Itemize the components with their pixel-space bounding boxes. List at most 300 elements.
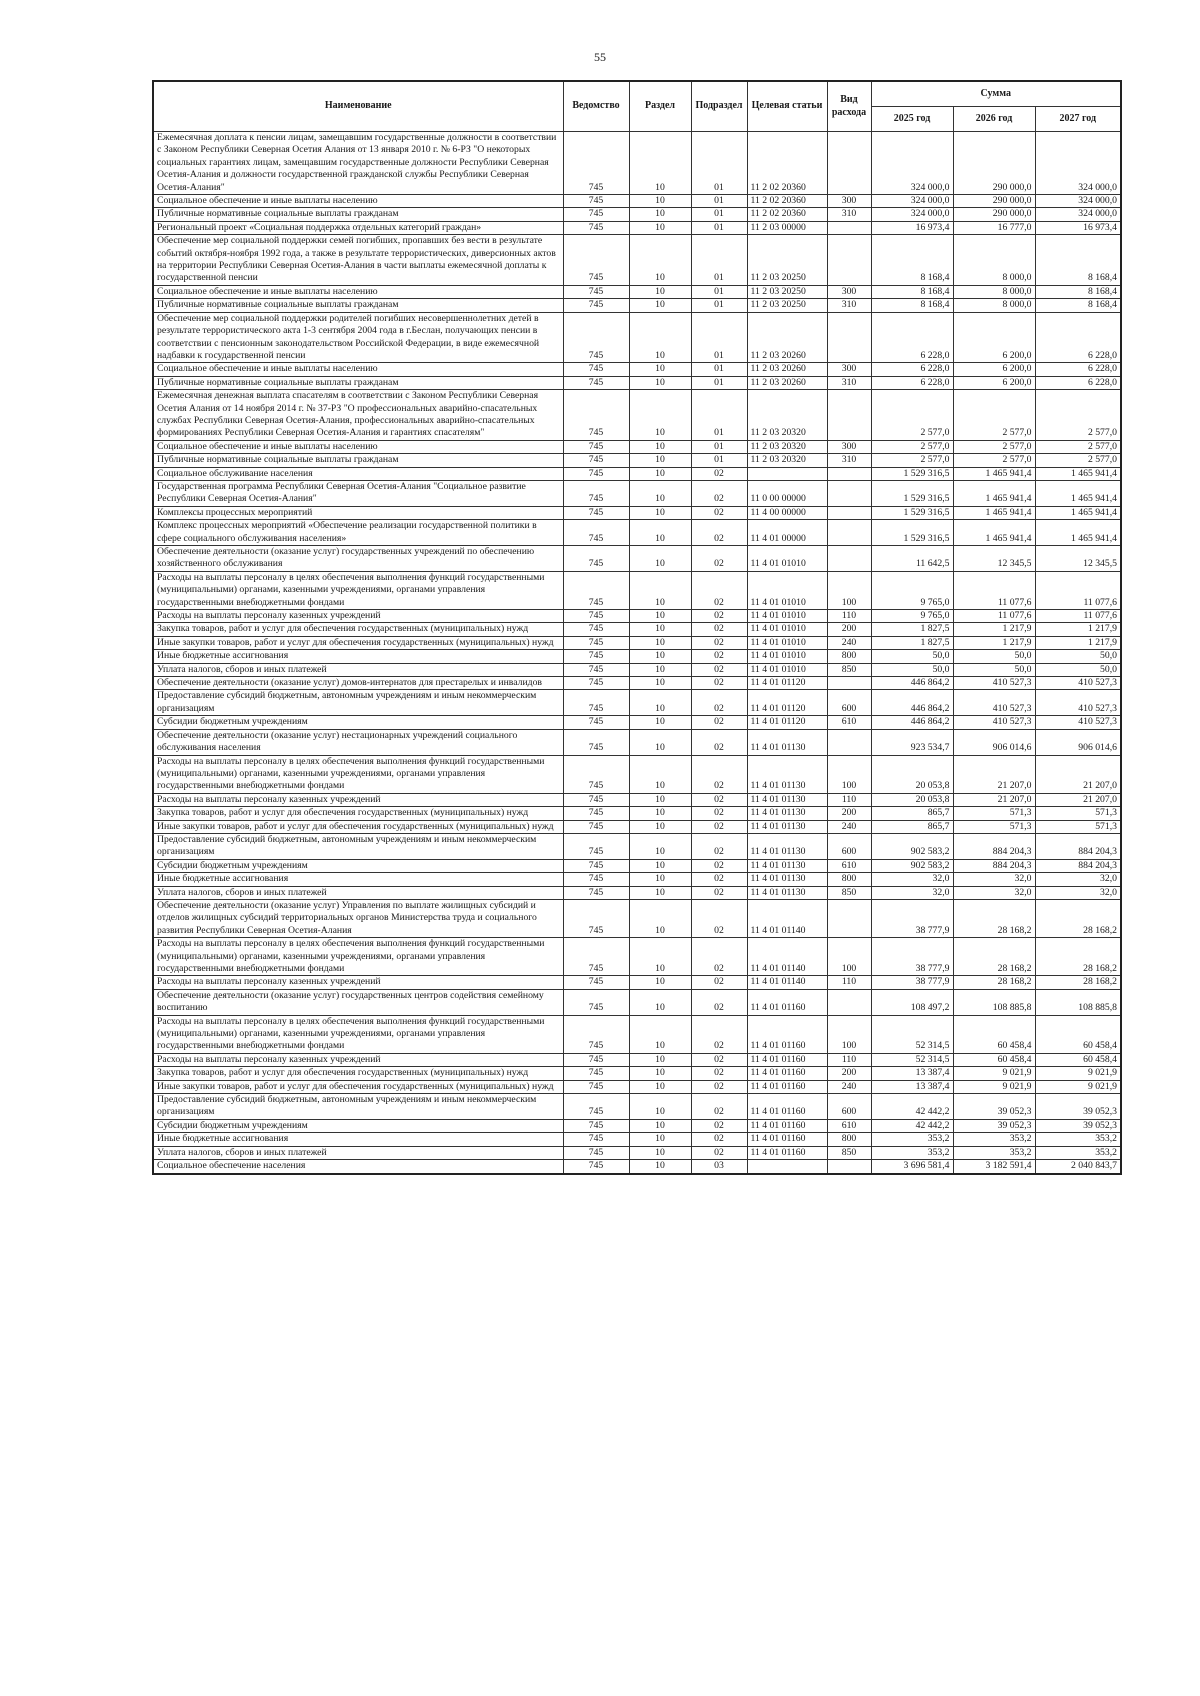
table-row	[153, 454, 1121, 467]
table-row	[153, 623, 1121, 636]
row-sum-2026: 60 458,4	[953, 1015, 1035, 1053]
table-row	[153, 873, 1121, 886]
row-type	[827, 677, 871, 690]
row-subsection: 02	[691, 571, 747, 609]
table-row	[153, 636, 1121, 649]
row-article: 11 4 01 01130	[747, 873, 827, 886]
row-type: 850	[827, 663, 871, 676]
row-sum-2025: 108 497,2	[871, 989, 953, 1015]
row-name: Иные бюджетные ассигнования	[153, 650, 563, 663]
row-name: Уплата налогов, сборов и иных платежей	[153, 1146, 563, 1159]
row-section: 10	[629, 1015, 691, 1053]
row-sum-2025: 1 827,5	[871, 623, 953, 636]
table-row	[153, 480, 1121, 506]
table-row	[153, 1119, 1121, 1132]
row-sum-2026: 11 077,6	[953, 571, 1035, 609]
row-section: 10	[629, 571, 691, 609]
row-name: Ежемесячная доплата к пенсии лицам, замещавшим государственные должности в соответствии с Законом Республики Северная Осетия Алания от 13 января 2010 г. № 6-РЗ "О некоторых социальных гарантиях лицам, замещавшим государственные должности Республики Северная Осетия-Алания и должности государственной гражданской службы Республики Северная Осетия-Алания"	[153, 132, 563, 195]
row-subsection: 02	[691, 1119, 747, 1132]
row-dept: 745	[563, 1133, 629, 1146]
row-section: 10	[629, 820, 691, 833]
row-dept: 745	[563, 1053, 629, 1066]
row-sum-2025: 865,7	[871, 807, 953, 820]
header-year-2025: 2025 год	[871, 107, 953, 132]
row-sum-2025: 6 228,0	[871, 376, 953, 389]
row-section: 10	[629, 976, 691, 989]
row-sum-2027: 884 204,3	[1035, 833, 1121, 859]
row-subsection: 01	[691, 440, 747, 453]
row-sum-2025: 42 442,2	[871, 1094, 953, 1120]
row-section: 10	[629, 546, 691, 572]
row-sum-2026: 60 458,4	[953, 1053, 1035, 1066]
row-type: 300	[827, 363, 871, 376]
row-subsection: 02	[691, 677, 747, 690]
row-type: 600	[827, 1094, 871, 1120]
row-sum-2027: 8 168,4	[1035, 285, 1121, 298]
row-name: Обеспечение деятельности (оказание услуг) нестационарных учреждений социального обслуживания населения	[153, 729, 563, 755]
row-subsection: 02	[691, 1067, 747, 1080]
row-sum-2027: 50,0	[1035, 650, 1121, 663]
table-row	[153, 467, 1121, 480]
row-article: 11 4 01 01010	[747, 571, 827, 609]
row-sum-2027: 12 345,5	[1035, 546, 1121, 572]
row-article: 11 2 03 20260	[747, 376, 827, 389]
row-sum-2026: 1 465 941,4	[953, 520, 1035, 546]
row-dept: 745	[563, 480, 629, 506]
table-row	[153, 938, 1121, 976]
row-dept: 745	[563, 1067, 629, 1080]
row-name: Комплексы процессных мероприятий	[153, 506, 563, 519]
row-dept: 745	[563, 1015, 629, 1053]
row-subsection: 02	[691, 833, 747, 859]
row-dept: 745	[563, 690, 629, 716]
header-year-2026: 2026 год	[953, 107, 1035, 132]
row-name: Расходы на выплаты персоналу в целях обеспечения выполнения функций государственными (муниципальными) органами, казенными учреждениями, органами управления государственными внебюджетными фондами	[153, 938, 563, 976]
row-sum-2026: 108 885,8	[953, 989, 1035, 1015]
row-sum-2027: 324 000,0	[1035, 132, 1121, 195]
table-row	[153, 807, 1121, 820]
row-type	[827, 989, 871, 1015]
row-sum-2025: 1 529 316,5	[871, 520, 953, 546]
row-section: 10	[629, 440, 691, 453]
row-article: 11 2 03 20320	[747, 454, 827, 467]
row-dept: 745	[563, 285, 629, 298]
table-row	[153, 976, 1121, 989]
row-section: 10	[629, 807, 691, 820]
row-sum-2027: 353,2	[1035, 1133, 1121, 1146]
row-sum-2026: 32,0	[953, 873, 1035, 886]
row-dept: 745	[563, 623, 629, 636]
row-article: 11 4 01 01160	[747, 1015, 827, 1053]
row-sum-2026: 39 052,3	[953, 1119, 1035, 1132]
row-name: Расходы на выплаты персоналу казенных учреждений	[153, 610, 563, 623]
row-article: 11 4 01 01160	[747, 989, 827, 1015]
row-section: 10	[629, 610, 691, 623]
row-section: 10	[629, 235, 691, 286]
row-dept: 745	[563, 363, 629, 376]
row-name: Предоставление субсидий бюджетным, автономным учреждениям и иным некоммерческим организациям	[153, 690, 563, 716]
row-article: 11 4 01 01120	[747, 677, 827, 690]
row-name: Обеспечение деятельности (оказание услуг) Управления по выплате жилищных субсидий и отделов жилищных субсидий территориальных органов Министерства труда и социального развития Республики Северная Осетия-Алания	[153, 899, 563, 937]
row-dept: 745	[563, 873, 629, 886]
row-subsection: 01	[691, 299, 747, 312]
row-sum-2025: 902 583,2	[871, 859, 953, 872]
table-row	[153, 195, 1121, 208]
table-row	[153, 571, 1121, 609]
row-subsection: 02	[691, 873, 747, 886]
row-section: 10	[629, 1067, 691, 1080]
row-type: 100	[827, 938, 871, 976]
header-article: Целевая статьи	[747, 81, 827, 132]
header-type: Вид расхода	[827, 81, 871, 132]
row-type	[827, 132, 871, 195]
row-type: 110	[827, 1053, 871, 1066]
row-sum-2026: 9 021,9	[953, 1080, 1035, 1093]
row-name: Закупка товаров, работ и услуг для обеспечения государственных (муниципальных) нужд	[153, 623, 563, 636]
row-sum-2027: 1 465 941,4	[1035, 480, 1121, 506]
row-article: 11 4 01 01120	[747, 690, 827, 716]
row-dept: 745	[563, 506, 629, 519]
row-sum-2027: 2 577,0	[1035, 440, 1121, 453]
row-sum-2026: 6 200,0	[953, 363, 1035, 376]
row-article: 11 4 01 01140	[747, 938, 827, 976]
row-article: 11 4 01 01160	[747, 1067, 827, 1080]
row-type	[827, 1160, 871, 1174]
table-row	[153, 235, 1121, 286]
row-article: 11 4 01 01130	[747, 755, 827, 793]
row-sum-2026: 8 000,0	[953, 235, 1035, 286]
row-subsection: 02	[691, 938, 747, 976]
row-name: Публичные нормативные социальные выплаты гражданам	[153, 299, 563, 312]
row-sum-2026: 3 182 591,4	[953, 1160, 1035, 1174]
row-subsection: 02	[691, 663, 747, 676]
row-sum-2025: 2 577,0	[871, 390, 953, 441]
row-article: 11 2 03 20250	[747, 285, 827, 298]
row-section: 10	[629, 1133, 691, 1146]
row-type: 610	[827, 716, 871, 729]
row-name: Обеспечение деятельности (оказание услуг) государственных центров содействия семейному воспитанию	[153, 989, 563, 1015]
header-name: Наименование	[153, 81, 563, 132]
row-sum-2027: 16 973,4	[1035, 221, 1121, 234]
row-sum-2025: 8 168,4	[871, 235, 953, 286]
row-dept: 745	[563, 221, 629, 234]
row-type: 200	[827, 1067, 871, 1080]
row-type: 240	[827, 820, 871, 833]
row-section: 10	[629, 363, 691, 376]
row-sum-2025: 9 765,0	[871, 610, 953, 623]
row-sum-2025: 446 864,2	[871, 690, 953, 716]
row-type: 100	[827, 1015, 871, 1053]
row-subsection: 02	[691, 1080, 747, 1093]
row-subsection: 01	[691, 312, 747, 363]
row-dept: 745	[563, 299, 629, 312]
row-name: Публичные нормативные социальные выплаты гражданам	[153, 454, 563, 467]
row-name: Иные закупки товаров, работ и услуг для обеспечения государственных (муниципальных) нужд	[153, 820, 563, 833]
row-subsection: 02	[691, 886, 747, 899]
row-article: 11 4 01 01160	[747, 1133, 827, 1146]
row-dept: 745	[563, 755, 629, 793]
row-name: Субсидии бюджетным учреждениям	[153, 716, 563, 729]
row-article: 11 4 00 00000	[747, 506, 827, 519]
row-sum-2026: 353,2	[953, 1133, 1035, 1146]
row-sum-2027: 353,2	[1035, 1146, 1121, 1159]
table-row	[153, 1146, 1121, 1159]
row-subsection: 02	[691, 1094, 747, 1120]
table-row	[153, 650, 1121, 663]
row-name: Расходы на выплаты персоналу казенных учреждений	[153, 976, 563, 989]
row-sum-2025: 353,2	[871, 1133, 953, 1146]
row-sum-2025: 324 000,0	[871, 195, 953, 208]
row-name: Публичные нормативные социальные выплаты гражданам	[153, 376, 563, 389]
row-sum-2025: 865,7	[871, 820, 953, 833]
row-type: 800	[827, 873, 871, 886]
row-section: 10	[629, 650, 691, 663]
row-sum-2025: 1 529 316,5	[871, 506, 953, 519]
table-row	[153, 1133, 1121, 1146]
row-type: 300	[827, 195, 871, 208]
row-sum-2027: 9 021,9	[1035, 1067, 1121, 1080]
row-article: 11 4 01 01130	[747, 807, 827, 820]
row-subsection: 01	[691, 454, 747, 467]
row-name: Публичные нормативные социальные выплаты гражданам	[153, 208, 563, 221]
row-sum-2025: 1 529 316,5	[871, 467, 953, 480]
row-dept: 745	[563, 820, 629, 833]
table-row	[153, 1160, 1121, 1174]
row-sum-2026: 16 777,0	[953, 221, 1035, 234]
row-sum-2025: 446 864,2	[871, 716, 953, 729]
row-type: 310	[827, 454, 871, 467]
row-subsection: 02	[691, 793, 747, 806]
row-dept: 745	[563, 989, 629, 1015]
row-section: 10	[629, 376, 691, 389]
row-subsection: 02	[691, 1133, 747, 1146]
row-section: 10	[629, 520, 691, 546]
table-row	[153, 208, 1121, 221]
row-type: 310	[827, 299, 871, 312]
row-section: 10	[629, 312, 691, 363]
row-subsection: 01	[691, 285, 747, 298]
table-row	[153, 663, 1121, 676]
row-type: 800	[827, 650, 871, 663]
row-sum-2025: 20 053,8	[871, 755, 953, 793]
row-sum-2025: 1 529 316,5	[871, 480, 953, 506]
table-row	[153, 820, 1121, 833]
row-type: 110	[827, 976, 871, 989]
row-sum-2027: 28 168,2	[1035, 899, 1121, 937]
row-dept: 745	[563, 1119, 629, 1132]
row-article: 11 2 03 20260	[747, 363, 827, 376]
table-row	[153, 1053, 1121, 1066]
row-section: 10	[629, 467, 691, 480]
row-subsection: 02	[691, 520, 747, 546]
row-section: 10	[629, 1080, 691, 1093]
row-dept: 745	[563, 546, 629, 572]
row-sum-2026: 12 345,5	[953, 546, 1035, 572]
row-sum-2027: 571,3	[1035, 807, 1121, 820]
row-sum-2027: 571,3	[1035, 820, 1121, 833]
row-type	[827, 312, 871, 363]
row-article	[747, 1160, 827, 1174]
row-sum-2026: 884 204,3	[953, 833, 1035, 859]
table-row	[153, 677, 1121, 690]
row-sum-2026: 906 014,6	[953, 729, 1035, 755]
row-sum-2025: 38 777,9	[871, 899, 953, 937]
table-row	[153, 363, 1121, 376]
row-dept: 745	[563, 729, 629, 755]
row-sum-2026: 410 527,3	[953, 716, 1035, 729]
row-type: 240	[827, 1080, 871, 1093]
row-name: Обеспечение деятельности (оказание услуг) домов-интернатов для престарелых и инвалидов	[153, 677, 563, 690]
table-row	[153, 793, 1121, 806]
row-article: 11 4 01 01130	[747, 886, 827, 899]
row-sum-2025: 16 973,4	[871, 221, 953, 234]
row-sum-2027: 39 052,3	[1035, 1094, 1121, 1120]
row-sum-2025: 50,0	[871, 650, 953, 663]
row-dept: 745	[563, 793, 629, 806]
table-row	[153, 1067, 1121, 1080]
row-name: Социальное обеспечение и иные выплаты населению	[153, 440, 563, 453]
row-subsection: 01	[691, 195, 747, 208]
row-section: 10	[629, 132, 691, 195]
row-dept: 745	[563, 899, 629, 937]
table-row	[153, 440, 1121, 453]
table-row	[153, 312, 1121, 363]
row-sum-2027: 8 168,4	[1035, 235, 1121, 286]
row-sum-2025: 324 000,0	[871, 132, 953, 195]
row-type	[827, 899, 871, 937]
row-article: 11 4 01 01130	[747, 729, 827, 755]
table-row	[153, 1015, 1121, 1053]
row-sum-2026: 8 000,0	[953, 299, 1035, 312]
row-section: 10	[629, 1094, 691, 1120]
row-type: 300	[827, 285, 871, 298]
row-sum-2025: 9 765,0	[871, 571, 953, 609]
row-section: 10	[629, 677, 691, 690]
row-subsection: 02	[691, 976, 747, 989]
header-section: Раздел	[629, 81, 691, 132]
row-sum-2027: 39 052,3	[1035, 1119, 1121, 1132]
row-sum-2027: 2 577,0	[1035, 390, 1121, 441]
row-dept: 745	[563, 807, 629, 820]
row-subsection: 01	[691, 390, 747, 441]
row-sum-2027: 28 168,2	[1035, 976, 1121, 989]
row-sum-2026: 28 168,2	[953, 976, 1035, 989]
row-sum-2027: 8 168,4	[1035, 299, 1121, 312]
table-row	[153, 285, 1121, 298]
row-article: 11 4 01 01140	[747, 976, 827, 989]
row-sum-2027: 6 228,0	[1035, 312, 1121, 363]
row-sum-2026: 6 200,0	[953, 376, 1035, 389]
row-sum-2025: 38 777,9	[871, 976, 953, 989]
row-sum-2025: 52 314,5	[871, 1015, 953, 1053]
row-article: 11 4 01 01130	[747, 820, 827, 833]
row-name: Закупка товаров, работ и услуг для обеспечения государственных (муниципальных) нужд	[153, 807, 563, 820]
row-type: 100	[827, 571, 871, 609]
row-section: 10	[629, 873, 691, 886]
row-dept: 745	[563, 235, 629, 286]
row-subsection: 02	[691, 1053, 747, 1066]
row-section: 10	[629, 208, 691, 221]
row-sum-2027: 32,0	[1035, 886, 1121, 899]
row-subsection: 02	[691, 467, 747, 480]
row-article: 11 4 01 01160	[747, 1080, 827, 1093]
row-sum-2027: 60 458,4	[1035, 1015, 1121, 1053]
row-article: 11 2 03 20250	[747, 235, 827, 286]
row-article: 11 4 01 00000	[747, 520, 827, 546]
row-dept: 745	[563, 833, 629, 859]
row-name: Региональный проект «Социальная поддержка отдельных категорий граждан»	[153, 221, 563, 234]
row-sum-2026: 290 000,0	[953, 195, 1035, 208]
row-sum-2025: 6 228,0	[871, 312, 953, 363]
row-section: 10	[629, 623, 691, 636]
row-type: 200	[827, 807, 871, 820]
row-sum-2027: 1 465 941,4	[1035, 520, 1121, 546]
row-article: 11 4 01 01130	[747, 793, 827, 806]
row-sum-2026: 1 465 941,4	[953, 467, 1035, 480]
row-name: Уплата налогов, сборов и иных платежей	[153, 663, 563, 676]
row-article: 11 4 01 01130	[747, 859, 827, 872]
row-section: 10	[629, 636, 691, 649]
row-name: Расходы на выплаты персоналу в целях обеспечения выполнения функций государственными (муниципальными) органами, казенными учреждениями, органами управления государственными внебюджетными фондами	[153, 755, 563, 793]
row-name: Социальное обеспечение и иные выплаты населению	[153, 363, 563, 376]
row-subsection: 02	[691, 899, 747, 937]
row-sum-2026: 290 000,0	[953, 132, 1035, 195]
row-type: 850	[827, 1146, 871, 1159]
row-type	[827, 235, 871, 286]
row-section: 10	[629, 886, 691, 899]
row-subsection: 01	[691, 235, 747, 286]
row-dept: 745	[563, 520, 629, 546]
row-sum-2026: 6 200,0	[953, 312, 1035, 363]
row-name: Обеспечение мер социальной поддержки семей погибших, пропавших без вести в результате событий октября-ноября 1992 года, а также в результате террористических, диверсионных актов на территории Республики Северная Осетия-Алания в части выплаты ежемесячной доплаты к государственной пенсии	[153, 235, 563, 286]
row-dept: 745	[563, 132, 629, 195]
row-section: 10	[629, 285, 691, 298]
row-subsection: 02	[691, 820, 747, 833]
row-sum-2025: 353,2	[871, 1146, 953, 1159]
row-section: 10	[629, 1053, 691, 1066]
row-sum-2025: 923 534,7	[871, 729, 953, 755]
row-sum-2026: 571,3	[953, 807, 1035, 820]
row-subsection: 02	[691, 650, 747, 663]
row-subsection: 02	[691, 859, 747, 872]
row-sum-2025: 20 053,8	[871, 793, 953, 806]
row-name: Государственная программа Республики Северная Осетия-Алания "Социальное развитие Республики Северная Осетия-Алания"	[153, 480, 563, 506]
row-sum-2026: 2 577,0	[953, 454, 1035, 467]
row-sum-2026: 28 168,2	[953, 899, 1035, 937]
row-type: 800	[827, 1133, 871, 1146]
row-sum-2027: 410 527,3	[1035, 690, 1121, 716]
row-sum-2026: 884 204,3	[953, 859, 1035, 872]
row-sum-2025: 1 827,5	[871, 636, 953, 649]
row-subsection: 02	[691, 690, 747, 716]
row-sum-2025: 50,0	[871, 663, 953, 676]
row-type: 600	[827, 690, 871, 716]
row-subsection: 01	[691, 376, 747, 389]
row-sum-2026: 9 021,9	[953, 1067, 1035, 1080]
row-sum-2027: 410 527,3	[1035, 716, 1121, 729]
row-type: 610	[827, 1119, 871, 1132]
row-article: 11 2 02 20360	[747, 195, 827, 208]
row-dept: 745	[563, 886, 629, 899]
row-sum-2025: 13 387,4	[871, 1080, 953, 1093]
row-article: 11 2 03 20260	[747, 312, 827, 363]
row-sum-2027: 410 527,3	[1035, 677, 1121, 690]
row-article: 11 2 02 20360	[747, 208, 827, 221]
row-type	[827, 390, 871, 441]
row-sum-2027: 108 885,8	[1035, 989, 1121, 1015]
row-sum-2026: 21 207,0	[953, 755, 1035, 793]
row-name: Комплекс процессных мероприятий «Обеспечение реализации государственной политики в сфере социального обслуживания населения»	[153, 520, 563, 546]
